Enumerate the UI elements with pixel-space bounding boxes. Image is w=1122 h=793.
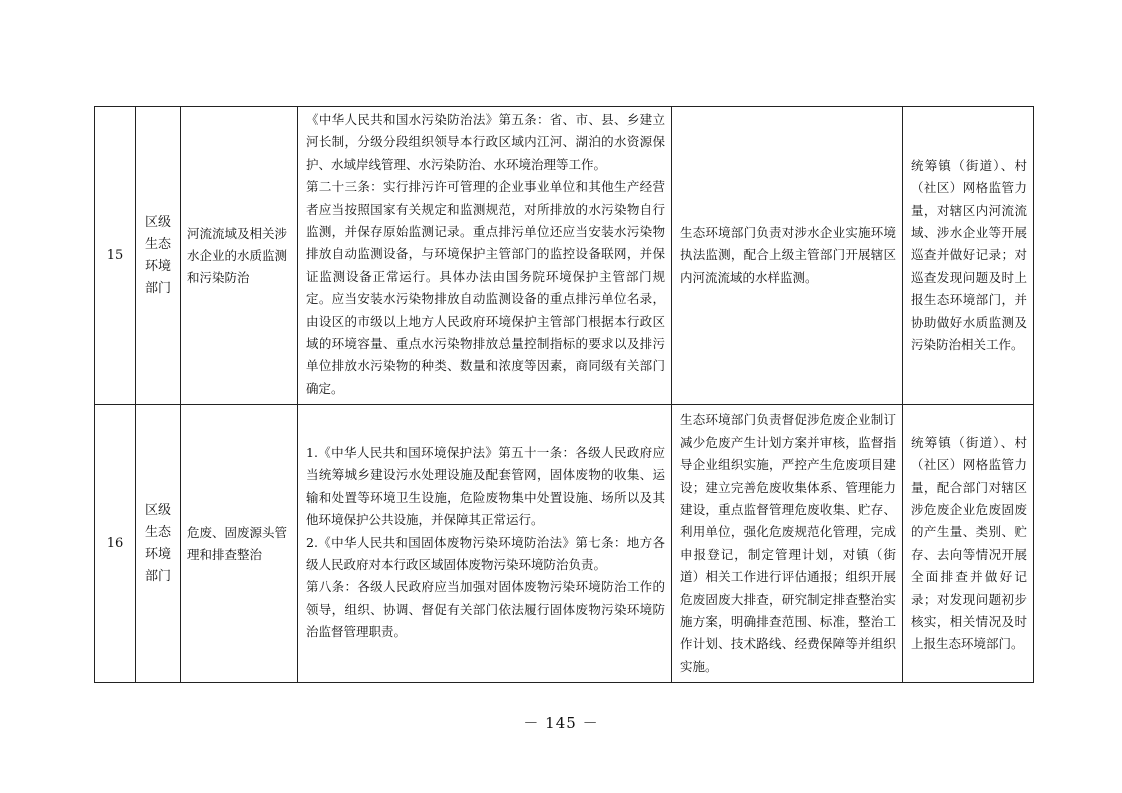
department-cell: 区级生态环境部门 xyxy=(136,107,181,405)
item-cell: 危废、固废源头管理和排查整治 xyxy=(181,405,298,683)
department-cell: 区级生态环境部门 xyxy=(136,405,181,683)
table-row xyxy=(95,107,1034,405)
table-row xyxy=(95,405,1034,683)
department-responsibility-cell xyxy=(672,405,903,683)
duty-table xyxy=(94,106,1034,683)
legal-basis-paragraph: 第八条：各级人民政府应当加强对固体废物污染环境防治工作的领导，组织、协调、督促有关部门依法履行固体废物污染环境防治监督管理职责。 xyxy=(306,579,665,640)
legal-basis-paragraph: 《中华人民共和国水污染防治法》第五条：省、市、县、乡建立河长制，分级分段组织领导本行政区域内江河、湖泊的水资源保护、水域岸线管理、水污染防治、水环境治理等工作。 xyxy=(306,112,665,172)
legal-basis-cell xyxy=(298,405,672,683)
row-number: 16 xyxy=(95,405,136,683)
legal-basis-cell xyxy=(298,107,672,405)
responsibility-text: 生态环境部门负责督促涉危废企业制订减少危废产生计划方案并审核，监督指导企业组织实施，严控产生危废项目建设；建立完善危废收集体系、管理能力建设，重点监督管理危废收集、贮存、利用单位，强化危废规范化管理，完成申报登记，制定管理计划，对镇（街道）相关工作进行评估通报；组织开展危废固废大排查，研究制定排查整治实施方案，明确排查范围、标准，整治工作计划、技术路线、经费保障等并组织实施。 xyxy=(680,412,896,674)
town-responsibility-text: 统筹镇（街道）、村（社区）网格监管力量，配合部门对辖区涉危废企业危废固废的产生量、类别、贮存、去向等情况开展全面排查并做好记录；对发现问题初步核实，相关情况及时上报生态环境部门。 xyxy=(911,434,1027,652)
town-responsibility-text: 统筹镇（街道）、村（社区）网格监管力量，对辖区内河流流域、涉水企业等开展巡查并做好记录；对巡查发现问题及时上报生态环境部门，并协助做好水质监测及污染防治相关工作。 xyxy=(911,157,1027,353)
responsibility-text: 生态环境部门负责对涉水企业实施环境执法监测，配合上级主管部门开展辖区内河流流域的水样监测。 xyxy=(680,225,896,285)
legal-basis-paragraph: 2.《中华人民共和国固体废物污染环境防治法》第七条：地方各级人民政府对本行政区域固体废物污染环境防治负责。 xyxy=(306,534,665,572)
town-responsibility-cell xyxy=(903,405,1034,683)
legal-basis-paragraph: 第二十三条：实行排污许可管理的企业事业单位和其他生产经营者应当按照国家有关规定和监测规范，对所排放的水污染物自行监测，并保存原始监测记录。重点排污单位还应当安装水污染物排放自动监测设备，与环境保护主管部门的监控设备联网，并保证监测设备正常运行。具体办法由国务院环境保护主管部门规定。应当安装水污染物排放自动监测设备的重点排污单位名录，由设区的市级以上地方人民政府环境保护主管部门根据本行政区域的环境容量、重点水污染物排放总量控制指标的要求以及排污单位排放水污染物的种类、数量和浓度等因素，商同级有关部门确定。 xyxy=(306,179,665,396)
item-cell: 河流流域及相关涉水企业的水质监测和污染防治 xyxy=(181,107,298,405)
town-responsibility-cell xyxy=(903,107,1034,405)
row-number: 15 xyxy=(95,107,136,405)
legal-basis-paragraph: 1.《中华人民共和国环境保护法》第五十一条：各级人民政府应当统筹城乡建设污水处理设施及配套管网，固体废物的收集、运输和处置等环境卫生设施，危险废物集中处置设施、场所以及其他环境保护公共设施，并保障其正常运行。 xyxy=(306,444,665,528)
page-number: － 145 － xyxy=(523,714,599,732)
department-responsibility-cell xyxy=(672,107,903,405)
